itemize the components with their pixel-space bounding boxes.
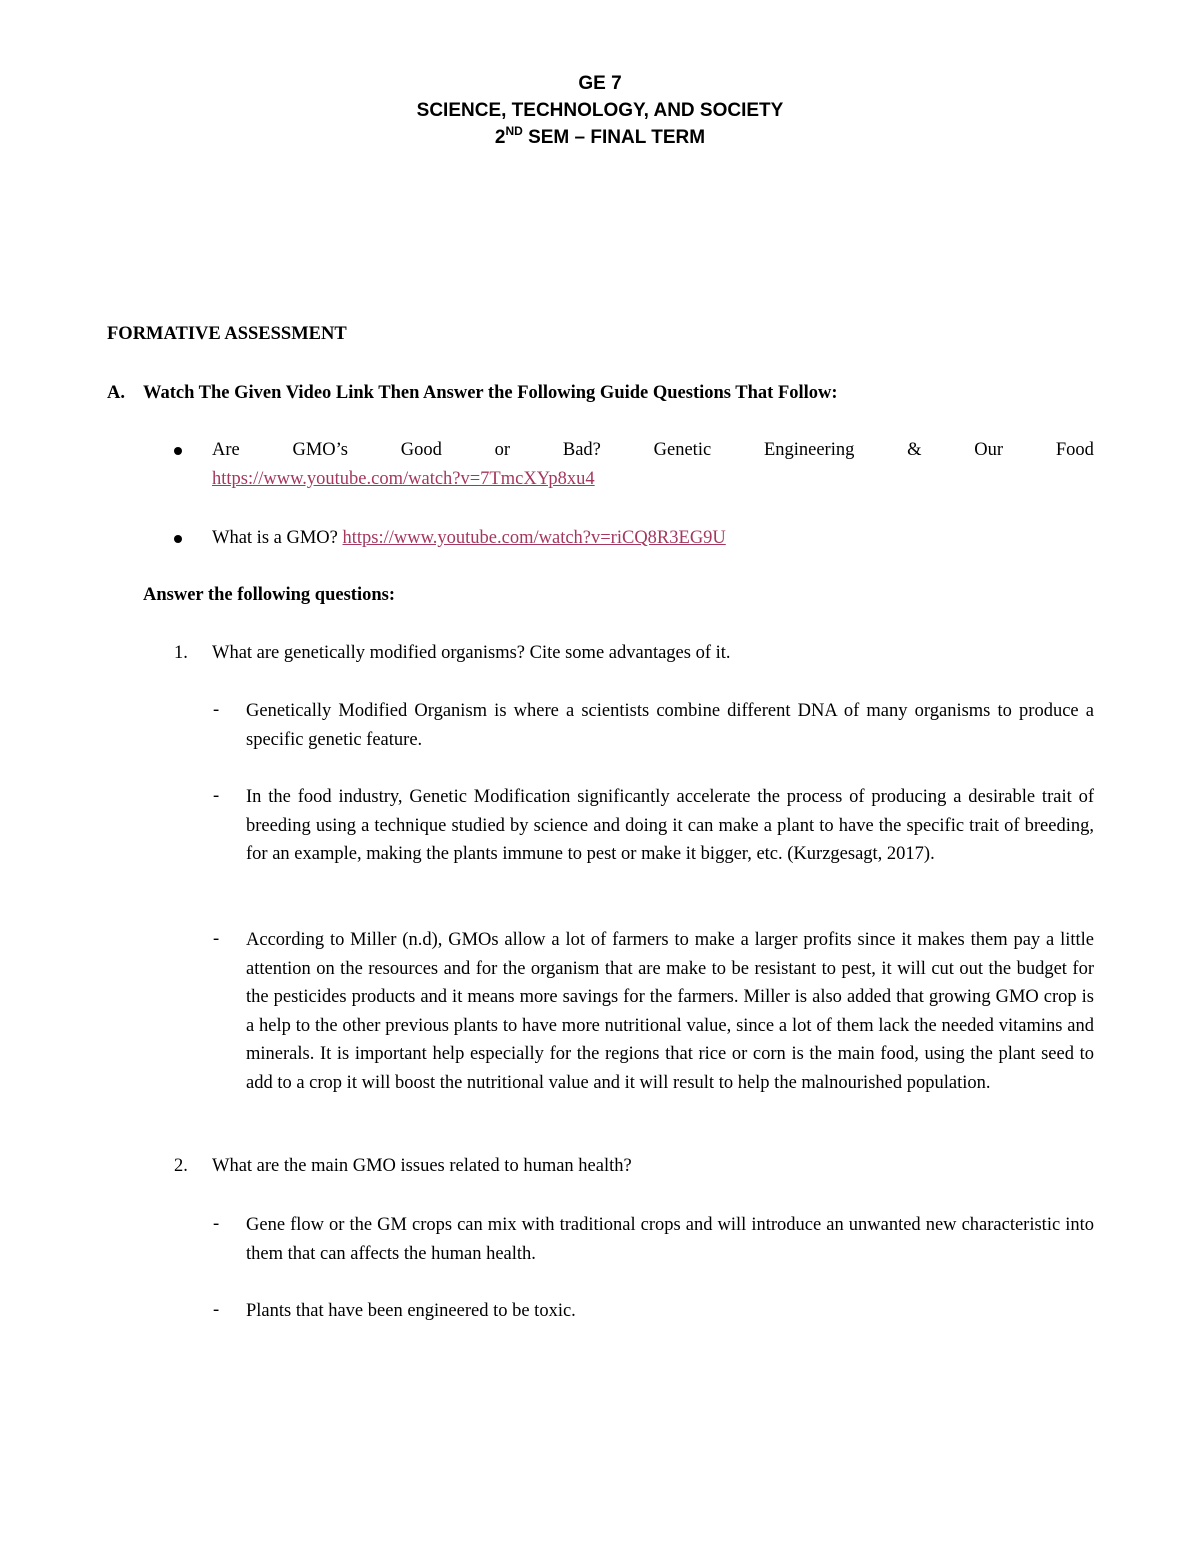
bullet-icon: [174, 447, 182, 455]
term-line: [0, 124, 1200, 151]
video-2-title: What is a GMO?: [212, 528, 338, 548]
video-1-title-word: GMO’s: [292, 440, 349, 460]
question-number: 2.: [174, 1156, 188, 1176]
question-text: What are genetically modified organisms? Cite some advantages of it.: [212, 643, 731, 663]
part-a-marker: A.: [107, 383, 125, 403]
video-1-title: [212, 440, 1094, 461]
dash-marker: -: [213, 929, 220, 949]
video-1-title-word: Good: [400, 440, 442, 460]
dash-marker: -: [213, 1300, 220, 1320]
term-prefix: 2: [494, 127, 506, 148]
video-1-title-word: Our: [974, 440, 1004, 460]
course-title: SCIENCE, TECHNOLOGY, AND SOCIETY: [416, 100, 784, 121]
question-text: What are the main GMO issues related to human health?: [212, 1156, 632, 1176]
video-1-title-word: or: [494, 440, 511, 460]
answer-paragraph: Plants that have been engineered to be toxic.: [246, 1301, 576, 1321]
course-code: GE 7: [578, 73, 622, 94]
video-1-title-word: Bad?: [562, 440, 601, 460]
answer-paragraph: According to Miller (n.d), GMOs allow a lot of farmers to make a larger profits since it makes them pay a little attention on the resources and for the organism that are make to be resistant to pest, it will cut out the budget for the pesticides products and it means more savings for the farmers. Miller is also added that growing GMO crop is a help to the other previous plants to have more nutritional value, since a lot of them lack the needed vitamins and minerals. It is important help especially for the regions that rice or corn is the main food, using the plant seed to add to a crop it will boost the nutritional value and it will result to help the malnourished population.: [246, 930, 1094, 1093]
questions-heading: Answer the following questions:: [143, 585, 395, 605]
video-1-title-word: Are: [212, 440, 240, 460]
answer-paragraph: Gene flow or the GM crops can mix with traditional crops and will introduce an unwanted new characteristic into them that can affects the human health.: [246, 1215, 1094, 1264]
answer-paragraph: In the food industry, Genetic Modification significantly accelerate the process of producing a desirable trait of breeding using a technique studied by science and doing it can make a plant to have the specific trait of breeding, for an example, making the plants immune to pest or make it bigger, etc. (Kurzgesagt, 2017).: [246, 787, 1094, 865]
section-title: FORMATIVE ASSESSMENT: [107, 324, 347, 344]
video-1-link[interactable]: https://www.youtube.com/watch?v=7TmcXYp8xu4: [212, 469, 595, 489]
question-number: 1.: [174, 643, 188, 663]
dash-marker: -: [213, 786, 220, 806]
video-2-line: [212, 528, 726, 549]
video-1-title-word: &: [907, 440, 922, 460]
video-1-title-word: Food: [1055, 440, 1094, 460]
part-a-instruction: Watch The Given Video Link Then Answer the Following Guide Questions That Follow:: [143, 383, 838, 403]
document-header: [0, 70, 1200, 151]
video-2-link[interactable]: https://www.youtube.com/watch?v=riCQ8R3EG9U: [342, 528, 726, 548]
dash-marker: -: [213, 700, 220, 720]
video-1-title-word: Genetic: [653, 440, 712, 460]
dash-marker: -: [213, 1214, 220, 1234]
term-suffix: SEM – FINAL TERM: [522, 127, 706, 148]
bullet-icon: [174, 535, 182, 543]
video-1-title-word: Engineering: [763, 440, 855, 460]
answer-paragraph: Genetically Modified Organism is where a scientists combine different DNA of many organisms to produce a specific genetic feature.: [246, 701, 1094, 750]
term-superscript: ND: [505, 123, 523, 138]
